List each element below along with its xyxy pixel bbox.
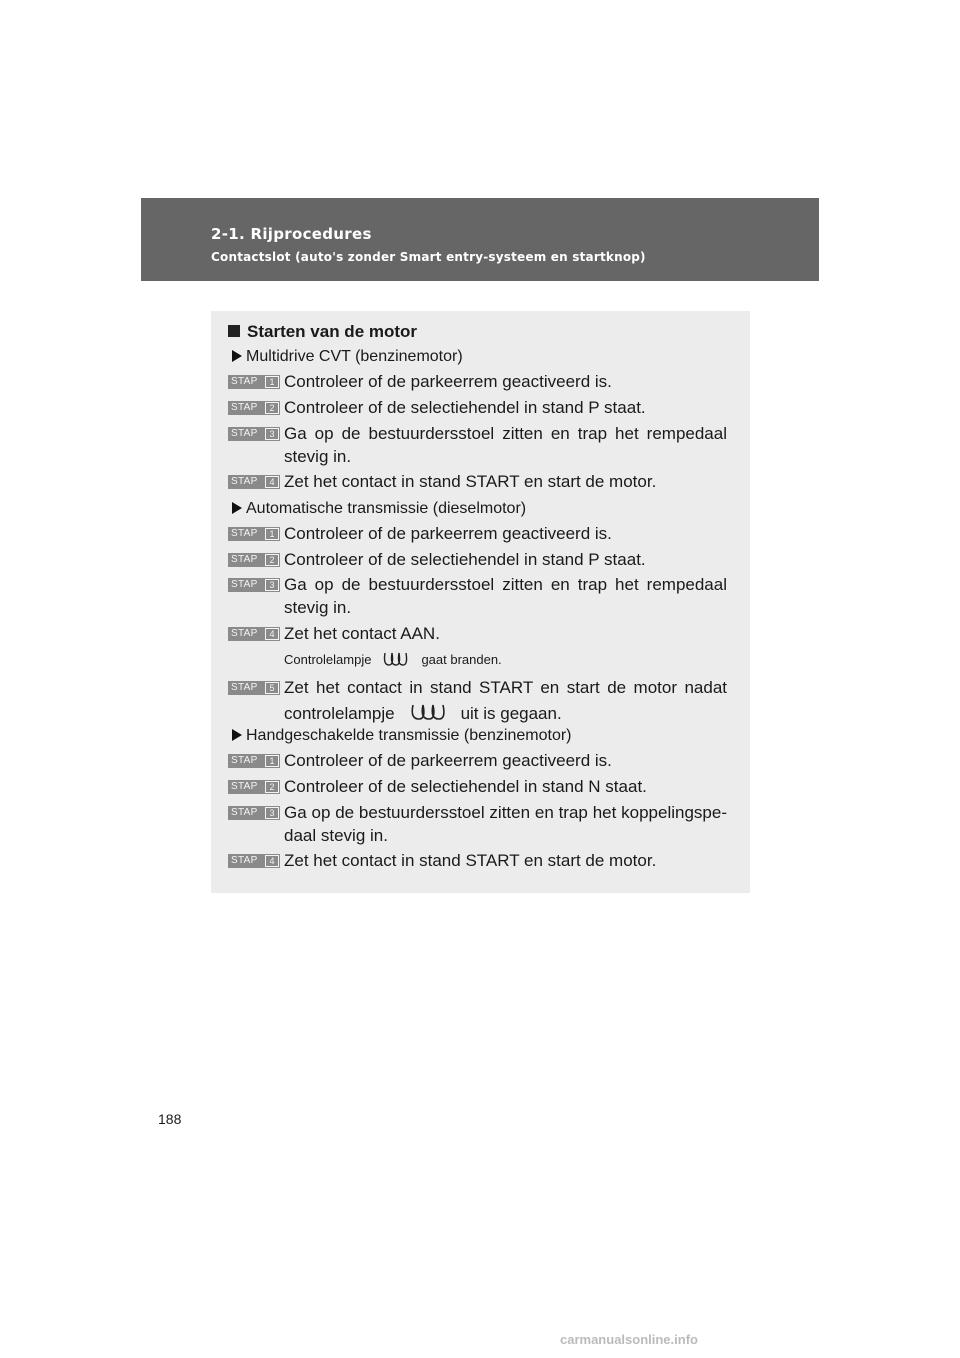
step-text-continued: stevig in. (284, 598, 352, 617)
step-text: Controleer of de selectiehendel in stand P staat. (284, 398, 646, 417)
step-badge: STAP 1 (228, 527, 280, 541)
step-text: Controleer of de parkeerrem geactiveerd is. (284, 524, 612, 543)
step-text: Zet het contact in stand START en start de motor. (284, 851, 657, 870)
step-text-continued: controlelampje uit is gegaan. (284, 700, 562, 725)
step-text: Zet het contact AAN. (284, 624, 440, 643)
group-title: Multidrive CVT (benzinemotor) (232, 346, 463, 368)
square-bullet-icon (228, 325, 240, 337)
step-badge: STAP 1 (228, 375, 280, 389)
page-number: 188 (158, 1111, 182, 1127)
step-badge: STAP 1 (228, 754, 280, 768)
triangle-bullet-icon (232, 729, 242, 741)
step-badge: STAP 4 (228, 627, 280, 641)
triangle-bullet-icon (232, 502, 242, 514)
step-badge: STAP 2 (228, 553, 280, 567)
section-title: 2-1. Rijprocedures (211, 225, 372, 243)
step-badge: STAP 3 (228, 806, 280, 820)
step-text: Ga op de bestuurdersstoel zitten en trap het rempedaal (284, 575, 727, 594)
glow-plug-indicator-icon (379, 649, 413, 669)
step-badge: STAP 3 (228, 578, 280, 592)
step-text: Controleer of de selectiehendel in stand N staat. (284, 777, 647, 796)
section-header (141, 198, 819, 281)
step-text: Controleer of de parkeerrem geactiveerd is. (284, 372, 612, 391)
step-text: Ga op de bestuurdersstoel zitten en trap het koppelingspe- (284, 803, 727, 822)
step-text: Zet het contact in stand START en start de motor. (284, 472, 657, 491)
step-text: Controleer of de parkeerrem geactiveerd is. (284, 751, 612, 770)
group-title: Handgeschakelde transmissie (benzinemotor) (232, 725, 572, 747)
glow-plug-indicator-icon (403, 700, 453, 724)
procedure-heading: Starten van de motor (228, 321, 417, 343)
triangle-bullet-icon (232, 350, 242, 362)
group-title: Automatische transmissie (dieselmotor) (232, 498, 526, 520)
step-badge: STAP 5 (228, 681, 280, 695)
step-badge: STAP 4 (228, 854, 280, 868)
step-badge: STAP 4 (228, 475, 280, 489)
step-badge: STAP 2 (228, 401, 280, 415)
step-badge: STAP 3 (228, 427, 280, 441)
step-badge: STAP 2 (228, 780, 280, 794)
step-text-continued: stevig in. (284, 447, 352, 466)
section-subtitle: Contactslot (auto's zonder Smart entry-systeem en startknop) (211, 250, 646, 264)
procedure-box (211, 311, 750, 893)
step-text: Controleer of de selectiehendel in stand P staat. (284, 550, 646, 569)
step-text: Ga op de bestuurdersstoel zitten en trap het rempedaal (284, 424, 727, 443)
step-note: Controlelampje gaat branden. (284, 649, 502, 671)
step-text-continued: daal stevig in. (284, 826, 388, 845)
step-text: Zet het contact in stand START en start de motor nadat (284, 678, 727, 697)
watermark-footer: carmanualsonline.info (560, 1332, 698, 1347)
